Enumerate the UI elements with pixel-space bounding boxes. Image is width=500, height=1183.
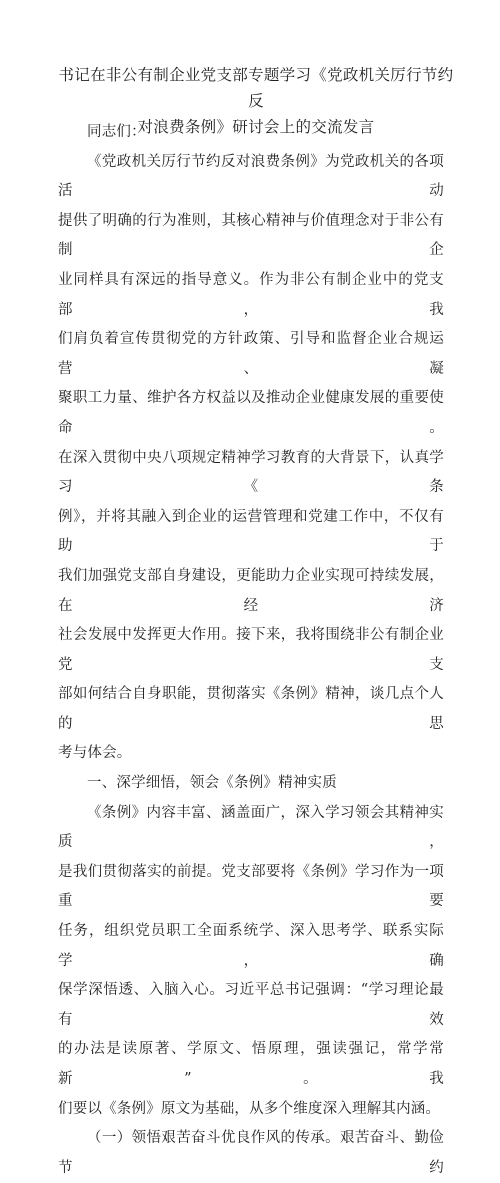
title-line-2: 对浪费条例》研讨会上的交流发言 xyxy=(137,118,375,136)
paragraph-line: 部如何结合自身职能，贯彻落实《条例》精神，谈几点个人的思 xyxy=(58,686,444,732)
paragraph-line: 《党政机关厉行节约反对浪费条例》为党政机关的各项活动 xyxy=(58,153,444,200)
paragraph-line: 在深入贯彻中央八项规定精神学习教育的大背景下，认真学习《条 xyxy=(58,449,444,496)
paragraph-line: 保学深悟透、入脑入心。习近平总书记强调：“学习理论最有效 xyxy=(58,982,444,1028)
section-heading-1: 一、深学细悟，领会《条例》精神实质 xyxy=(87,775,337,792)
paragraph-line: 例》，并将其融入到企业的运营管理和党建工作中，不仅有助于 xyxy=(58,508,444,555)
paragraph-3-start: （一）领悟艰苦奋斗优良作风的传承。艰苦奋斗、勤俭节约 xyxy=(58,1130,444,1176)
paragraph-line: 是我们贯彻落实的前提。党支部要将《条例》学习作为一项重要 xyxy=(58,863,444,910)
paragraph-line: 们要以《条例》原文为基础，从多个维度深入理解其内涵。 xyxy=(58,1100,441,1117)
document-body xyxy=(58,118,444,1183)
paragraph-line: 社会发展中发挥更大作用。接下来，我将围绕非公有制企业党支 xyxy=(58,627,444,673)
paragraph-line: 的办法是读原著、学原文、悟原理，强读强记，常学常新”。我 xyxy=(58,1041,444,1087)
paragraph-line: 任务，组织党员职工全面系统学、深入思考学、联系实际学，确 xyxy=(58,923,444,969)
paragraph-line: 们肩负着宣传贯彻党的方针政策、引导和监督企业合规运营、凝 xyxy=(58,331,444,377)
paragraph-line: 聚职工力量、维护各方权益以及推动企业健康发展的重要使命。 xyxy=(58,390,444,436)
paragraph-line: 《条例》内容丰富、涵盖面广，深入学习领会其精神实质， xyxy=(58,804,444,851)
greeting: 同志们： xyxy=(87,124,146,140)
paragraph-line: 我们加强党支部自身建设，更能助力企业实现可持续发展，在经济 xyxy=(58,567,444,614)
paragraph-line: 业同样具有深远的指导意义。作为非公有制企业中的党支部，我 xyxy=(58,271,444,318)
paragraph-1 xyxy=(58,148,444,769)
title-line-1: 书记在非公有制企业党支部专题学习《党政机关厉行节约反 xyxy=(58,66,454,110)
paragraph-2 xyxy=(58,799,444,1125)
paragraph-line: 考与体会。 xyxy=(58,745,132,762)
paragraph-line: 提供了明确的行为准则，其核心精神与价值理念对于非公有制企 xyxy=(58,212,444,259)
